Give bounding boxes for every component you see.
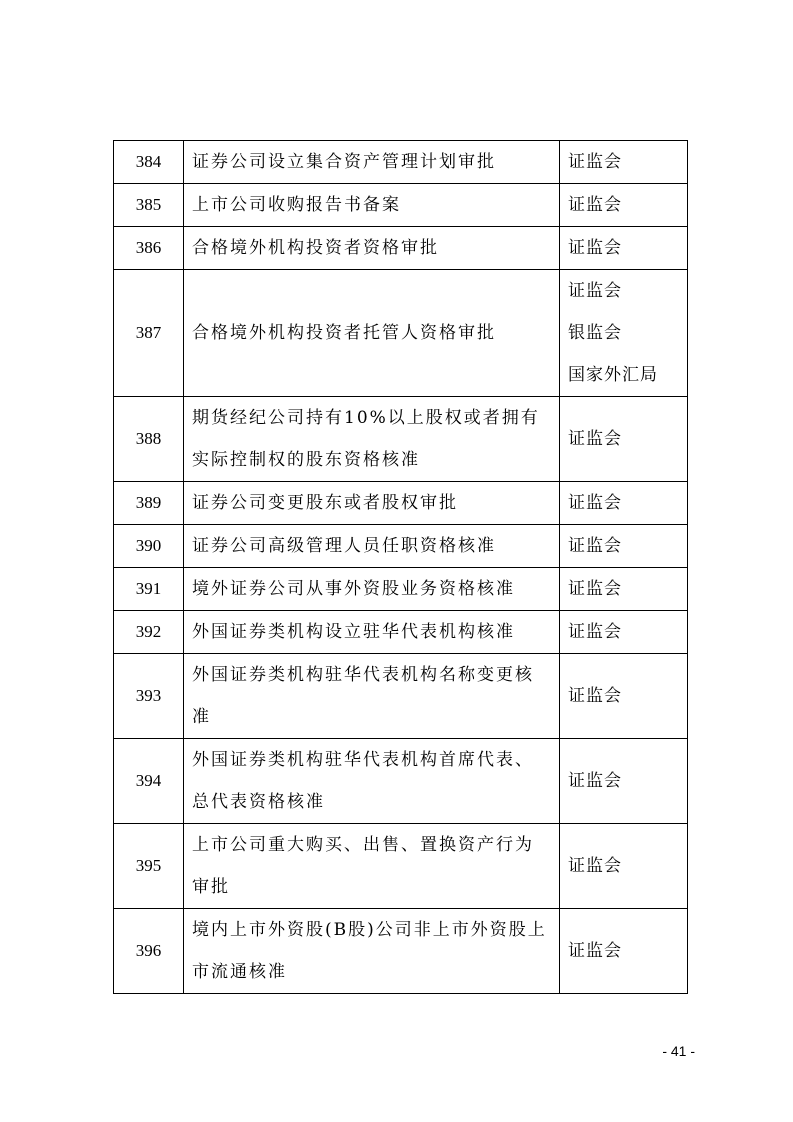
authority-line: 证监会 — [568, 238, 622, 258]
authority-line: 证监会 — [568, 579, 622, 599]
item-name — [184, 654, 560, 739]
row-number: 384 — [114, 141, 184, 184]
page-number: - 41 - — [662, 1043, 695, 1059]
item-name-line: 期货经纪公司持有10%以上股权或者拥有 — [192, 408, 540, 428]
table-row — [114, 568, 688, 611]
authority-line: 证监会 — [568, 281, 622, 301]
row-number: 394 — [114, 739, 184, 824]
table-row — [114, 611, 688, 654]
authority-line: 证监会 — [568, 856, 622, 876]
item-name — [184, 184, 560, 227]
authority-line: 证监会 — [568, 686, 622, 706]
table-row — [114, 270, 688, 397]
row-number: 389 — [114, 482, 184, 525]
item-name-line: 实际控制权的股东资格核准 — [192, 450, 420, 470]
row-number: 392 — [114, 611, 184, 654]
authority-line: 证监会 — [568, 429, 622, 449]
row-number: 393 — [114, 654, 184, 739]
item-name — [184, 909, 560, 994]
table-row — [114, 654, 688, 739]
item-name-line: 境外证券公司从事外资股业务资格核准 — [192, 579, 515, 599]
row-number: 390 — [114, 525, 184, 568]
table-row — [114, 397, 688, 482]
approving-authority — [560, 909, 688, 994]
approving-authority — [560, 184, 688, 227]
item-name — [184, 141, 560, 184]
item-name-line: 证券公司高级管理人员任职资格核准 — [192, 536, 496, 556]
row-number: 395 — [114, 824, 184, 909]
item-name — [184, 611, 560, 654]
table-body — [114, 141, 688, 994]
authority-line: 证监会 — [568, 771, 622, 791]
table-row — [114, 739, 688, 824]
table-row — [114, 824, 688, 909]
item-name-line: 市流通核准 — [192, 962, 287, 982]
approving-authority — [560, 611, 688, 654]
approving-authority — [560, 227, 688, 270]
table-row — [114, 482, 688, 525]
item-name — [184, 397, 560, 482]
approving-authority — [560, 568, 688, 611]
item-name-line: 准 — [192, 707, 211, 727]
approving-authority — [560, 654, 688, 739]
item-name-line: 外国证券类机构驻华代表机构首席代表、 — [192, 750, 534, 770]
table-row — [114, 184, 688, 227]
approving-authority — [560, 141, 688, 184]
row-number: 396 — [114, 909, 184, 994]
item-name-line: 总代表资格核准 — [192, 792, 325, 812]
item-name-line: 境内上市外资股(B股)公司非上市外资股上 — [192, 920, 547, 940]
item-name-line: 上市公司重大购买、出售、置换资产行为 — [192, 835, 534, 855]
item-name-line: 合格境外机构投资者托管人资格审批 — [192, 323, 496, 343]
item-name — [184, 824, 560, 909]
authority-line: 证监会 — [568, 152, 622, 172]
approving-authority — [560, 739, 688, 824]
table-row — [114, 141, 688, 184]
table-row — [114, 525, 688, 568]
approving-authority — [560, 270, 688, 397]
table-row — [114, 227, 688, 270]
authority-line: 证监会 — [568, 622, 622, 642]
item-name-line: 审批 — [192, 877, 230, 897]
item-name — [184, 270, 560, 397]
row-number: 386 — [114, 227, 184, 270]
approval-items-table — [113, 140, 688, 994]
authority-line: 证监会 — [568, 493, 622, 513]
item-name — [184, 525, 560, 568]
item-name — [184, 482, 560, 525]
row-number: 385 — [114, 184, 184, 227]
row-number: 387 — [114, 270, 184, 397]
item-name-line: 证券公司变更股东或者股权审批 — [192, 493, 458, 513]
approving-authority — [560, 525, 688, 568]
approving-authority — [560, 397, 688, 482]
item-name — [184, 227, 560, 270]
authority-line: 银监会 — [568, 323, 622, 343]
item-name-line: 合格境外机构投资者资格审批 — [192, 238, 439, 258]
approving-authority — [560, 482, 688, 525]
row-number: 391 — [114, 568, 184, 611]
item-name — [184, 568, 560, 611]
authority-line: 证监会 — [568, 941, 622, 961]
table-row — [114, 909, 688, 994]
item-name-line: 上市公司收购报告书备案 — [192, 195, 401, 215]
approving-authority — [560, 824, 688, 909]
authority-line: 国家外汇局 — [568, 365, 658, 385]
authority-line: 证监会 — [568, 195, 622, 215]
item-name — [184, 739, 560, 824]
authority-line: 证监会 — [568, 536, 622, 556]
item-name-line: 证券公司设立集合资产管理计划审批 — [192, 152, 496, 172]
item-name-line: 外国证券类机构设立驻华代表机构核准 — [192, 622, 515, 642]
row-number: 388 — [114, 397, 184, 482]
item-name-line: 外国证券类机构驻华代表机构名称变更核 — [192, 665, 534, 685]
